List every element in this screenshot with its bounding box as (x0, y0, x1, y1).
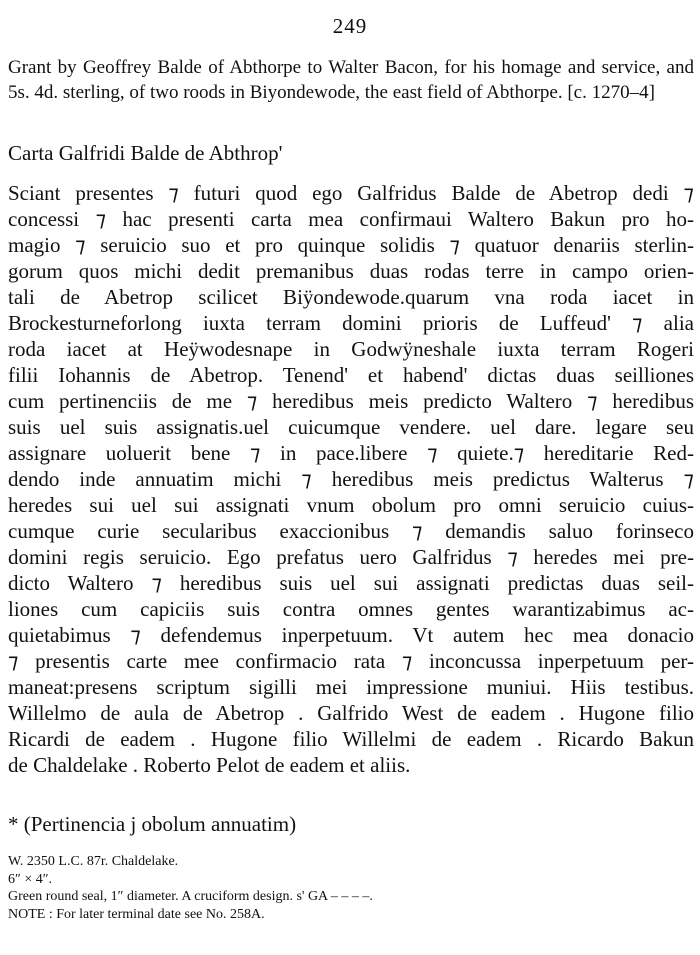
charter-line: magio ⁊ seruicio suo et pro quinque solidis ⁊ quatuor denariis sterlin- (8, 233, 694, 257)
document-summary: Grant by Geoffrey Balde of Abthorpe to Walter Bacon, for his homage and service, and 5s. 4d. sterling, of two roods in Biyondewode, the east field of Abthorpe. [c. 1270–4] (8, 57, 694, 103)
charter-line: roda iacet at Heÿwodesnape in Godwÿneshale iuxta terram Rogeri (8, 337, 694, 361)
charter-line: cum pertinenciis de me ⁊ heredibus meis predicto Waltero ⁊ heredibus (8, 389, 694, 413)
note-terminal-date: NOTE : For later terminal date see No. 258A. (8, 906, 265, 922)
archival-notes (8, 853, 373, 923)
charter-line: Ricardi de eadem . Hugone filio Willelmi de eadem . Ricardo Bakun (8, 727, 694, 751)
charter-line: assignare uoluerit bene ⁊ in pace.libere ⁊ quiete.⁊ hereditarie Red- (8, 441, 694, 465)
charter-line: suis uel suis assignatis.uel cuicumque vendere. uel dare. legare seu (8, 415, 694, 439)
note-seal: Green round seal, 1″ diameter. A cruciform design. s' GA – – – –. (8, 889, 373, 904)
charter-line: heredes sui uel sui assignati vnum obolum pro omni seruicio cuius- (8, 493, 694, 517)
note-dimensions: 6″ × 4″. (8, 871, 53, 887)
charter-heading: Carta Galfridi Balde de Abthrop' (8, 141, 283, 165)
charter-line: dendo inde annuatim michi ⁊ heredibus meis predictus Walterus ⁊ (8, 467, 694, 491)
charter-line: domini regis seruicio. Ego prefatus uero Galfridus ⁊ heredes mei pre- (8, 545, 694, 569)
charter-line: cumque curie secularibus exaccionibus ⁊ demandis saluo forinseco (8, 519, 694, 543)
note-reference: W. 2350 L.C. 87r. Chaldelake. (8, 854, 179, 869)
charter-line: concessi ⁊ hac presenti carta mea confirmaui Waltero Bakun pro ho- (8, 207, 694, 231)
charter-line: quietabimus ⁊ defendemus inperpetuum. Vt autem hec mea donacio (8, 623, 694, 647)
page-number: 249 (332, 14, 368, 38)
charter-line: Brockesturneforlong iuxta terram domini prioris de Luffeud' ⁊ alia (8, 311, 694, 335)
charter-line: gorum quos michi dedit premanibus duas rodas terre in campo orien- (8, 259, 694, 283)
charter-line: liones cum capiciis suis contra omnes gentes warantizabimus ac- (8, 597, 694, 621)
footnote: * (Pertinencia j obolum annuatim) (8, 812, 297, 836)
charter-line: Sciant presentes ⁊ futuri quod ego Galfridus Balde de Abetrop dedi ⁊ (8, 181, 694, 205)
charter-line: Willelmo de aula de Abetrop . Galfrido West de eadem . Hugone filio (8, 701, 694, 725)
charter-line: dicto Waltero ⁊ heredibus suis uel sui assignati predictas duas seil- (8, 571, 694, 595)
charter-text (8, 180, 694, 778)
charter-line: de Chaldelake . Roberto Pelot de eadem et aliis. (8, 753, 411, 777)
charter-line: filii Iohannis de Abetrop. Tenend' et habend' dictas duas seilliones (8, 363, 694, 387)
charter-line: tali de Abetrop scilicet Biÿondewode.quarum vna roda iacet in (8, 285, 694, 309)
charter-line: maneat:presens scriptum sigilli mei impressione muniui. Hiis testibus. (8, 675, 694, 699)
charter-line: ⁊ presentis carte mee confirmacio rata ⁊ inconcussa inperpetuum per- (8, 649, 694, 673)
